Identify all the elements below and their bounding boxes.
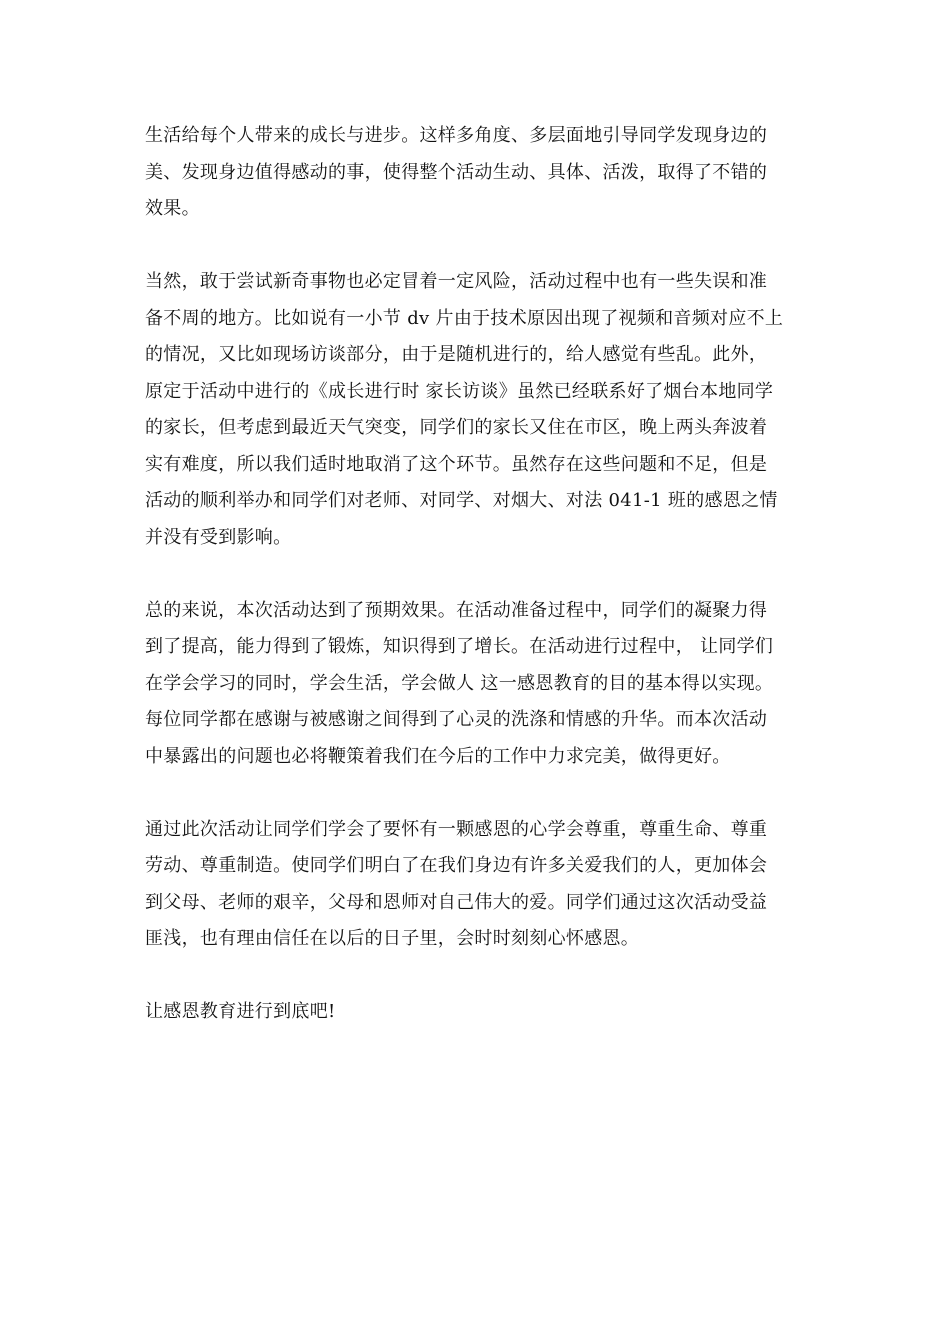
document-body bbox=[145, 118, 815, 1031]
text-line: 总的来说，本次活动达到了预期效果。在活动准备过程中，同学们的凝聚力得 bbox=[145, 599, 768, 621]
text-line: 匪浅，也有理由信任在以后的日子里，会时时刻刻心怀感恩。 bbox=[145, 928, 640, 949]
paragraph-5 bbox=[145, 994, 815, 1031]
text-line: 当然，敢于尝试新奇事物也必定冒着一定风险，活动过程中也有一些失误和准 bbox=[145, 271, 768, 292]
text-line: 并没有受到影响。 bbox=[145, 526, 292, 548]
text-line: 通过此次活动让同学们学会了要怀有一颗感恩的心学会尊重，尊重生命、尊重 bbox=[145, 818, 768, 840]
paragraph-spacer bbox=[145, 775, 815, 812]
text-line: 原定于活动中进行的《成长进行时 家长访谈》虽然已经联系好了烟台本地同学 bbox=[145, 380, 774, 402]
text-line: 中暴露出的问题也必将鞭策着我们在今后的工作中力求完美，做得更好。 bbox=[145, 745, 731, 767]
text-line: 活动的顺利举办和同学们对老师、对同学、对烟大、对法 041-1 班的感恩之情 bbox=[145, 490, 778, 511]
paragraph-2 bbox=[145, 264, 815, 556]
text-line: 的情况，又比如现场访谈部分，由于是随机进行的，给人感觉有些乱。此外， bbox=[145, 344, 768, 365]
paragraph-3 bbox=[145, 593, 815, 776]
text-line: 到父母、老师的艰辛，父母和恩师对自己伟大的爱。同学们通过这次活动受益 bbox=[145, 891, 768, 913]
text-line: 每位同学都在感谢与被感谢之间得到了心灵的洗涤和情感的升华。而本次活动 bbox=[145, 709, 768, 730]
paragraph-spacer bbox=[145, 958, 815, 995]
paragraph-4 bbox=[145, 812, 815, 958]
paragraph-spacer bbox=[145, 228, 815, 265]
text-line: 让感恩教育进行到底吧! bbox=[145, 1001, 336, 1022]
paragraph-1 bbox=[145, 118, 815, 228]
text-line: 实有难度，所以我们适时地取消了这个环节。虽然存在这些问题和不足，但是 bbox=[145, 453, 768, 475]
text-line: 的家长，但考虑到最近天气突变，同学们的家长又住在市区，晚上两头奔波着 bbox=[145, 417, 768, 438]
text-line: 劳动、尊重制造。使同学们明白了在我们身边有许多关爱我们的人，更加体会 bbox=[145, 855, 768, 876]
text-line: 备不周的地方。比如说有一小节 dv 片由于技术原因出现了视频和音频对应不上 bbox=[145, 307, 784, 329]
text-line: 效果。 bbox=[145, 198, 200, 219]
paragraph-spacer bbox=[145, 556, 815, 593]
text-line: 美、发现身边值得感动的事，使得整个活动生动、具体、活泼，取得了不错的 bbox=[145, 161, 768, 183]
text-line: 生活给每个人带来的成长与进步。这样多角度、多层面地引导同学发现身边的 bbox=[145, 125, 768, 146]
text-line: 到了提高，能力得到了锻炼，知识得到了增长。在活动进行过程中， 让同学们 bbox=[145, 636, 774, 657]
text-line: 在学会学习的同时，学会生活，学会做人 这一感恩教育的目的基本得以实现。 bbox=[145, 672, 774, 694]
